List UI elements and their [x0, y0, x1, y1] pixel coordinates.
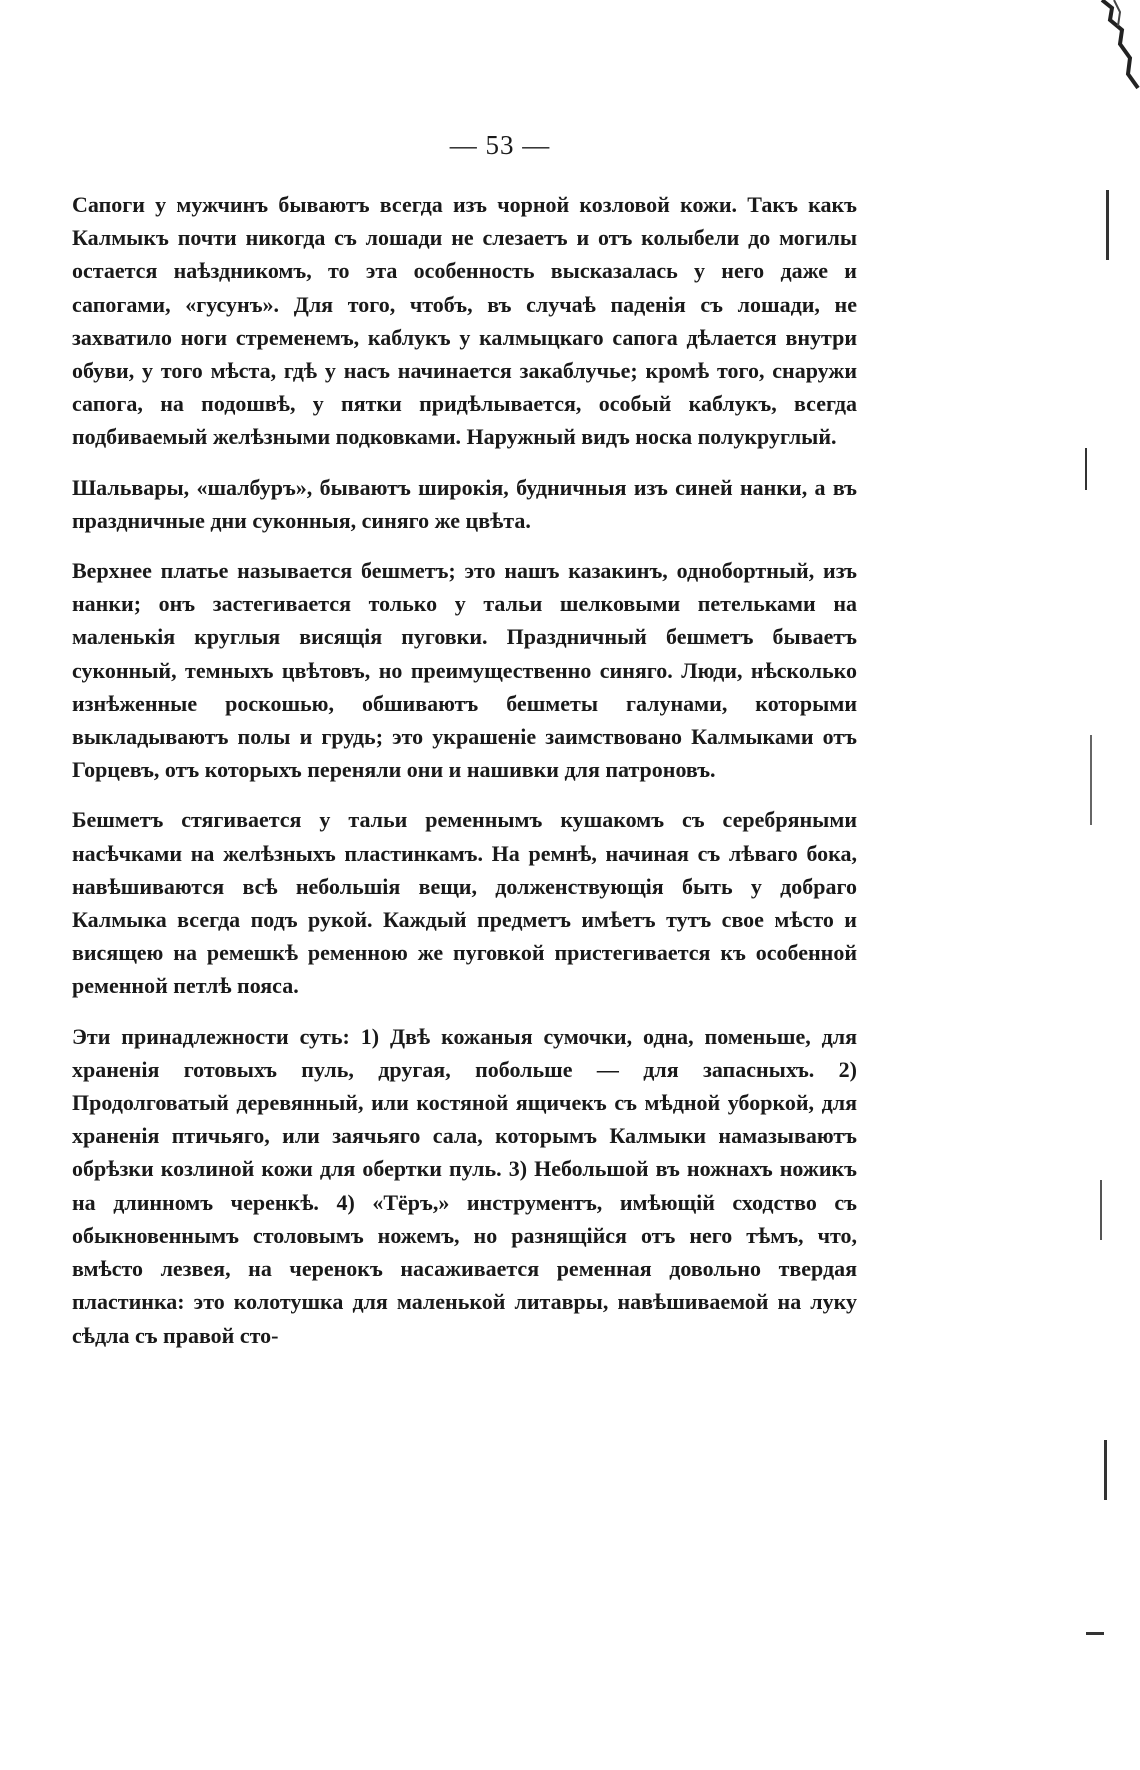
scan-margin-line: [1085, 448, 1087, 490]
paragraph-belt: Бешметъ стягивается у тальи ременнымъ кушакомъ съ серебряными насѣчками на желѣзныхъ пластинкамъ. На ремнѣ, начиная съ лѣваго бока, навѣшиваются всѣ небольшія вещи, долженствующія быть у добраго Калмыка всегда подъ рукой. Каждый предметъ имѣетъ тутъ свое мѣсто и висящею на ремешкѣ ременною же пуговкой пристегивается къ особенной ременной петлѣ пояса.: [72, 807, 857, 999]
scan-margin-line: [1100, 1180, 1102, 1240]
paragraph-accessories: Эти принадлежности суть: 1) Двѣ кожаныя сумочки, одна, поменьше, для храненія готовыхъ пуль, другая, побольше — для запасныхъ. 2) Продолговатый деревянный, или костяной ящичекъ съ мѣдной уборкой, для храненія птичьяго, или заячьяго сала, которымъ Калмыки намазываютъ обрѣзки козлиной кожи для обертки пуль. 3) Небольшой въ ножнахъ ножикъ на длинномъ черенкѣ. 4) «Тёръ,» инструментъ, имѣющій сходство съ обыкновеннымъ столовымъ ножемъ, но разнящійся отъ него тѣмъ, что, вмѣсто лезвея, на черенокъ насаживается ременная довольно твердая пластинка: это колотушка для маленькой литавры, навѣшиваемой на луку сѣдла съ правой сто-: [72, 1023, 857, 1348]
paragraph-trousers: Шальвары, «шалбуръ», бываютъ широкія, будничныя изъ синей нанки, а въ праздничные дни суконныя, синяго же цвѣта.: [72, 474, 857, 533]
scan-margin-line: [1104, 1440, 1107, 1500]
paragraph-beshmet: Верхнее платье называется бешметъ; это нашъ казакинъ, однобортный, изъ нанки; онъ застегивается только у тальи шелковыми петельками на маленькія круглыя висящія пуговки. Праздничный бешметъ бываетъ суконный, темныхъ цвѣтовъ, но преимущественно синяго. Люди, нѣсколько изнѣженные роскошью, обшиваютъ бешметы галунами, которыми выкладываютъ полы и грудь; это украшеніе заимствовано Калмыками отъ Горцевъ, отъ которыхъ переняли они и нашивки для патроновъ.: [72, 558, 857, 783]
body-text: [72, 188, 857, 1352]
scan-margin-line: [1090, 735, 1092, 825]
scan-edge-artifact: [1100, 0, 1140, 90]
paragraph-boots: Сапоги у мужчинъ бываютъ всегда изъ чорной козловой кожи. Такъ какъ Калмыкъ почти никогда съ лошади не слезаетъ и отъ колыбели до могилы остается наѣздникомъ, то эта особенность высказалась у него даже и сапогами, «гусунъ». Для того, чтобъ, въ случаѣ паденія съ лошади, не захватило ноги стременемъ, каблукъ у калмыцкаго сапога дѣлается внутри обуви, у того мѣста, гдѣ у насъ начинается закаблучье; кромѣ того, снаружи сапога, на подошвѣ, у пятки придѣлывается, особый каблукъ, всегда подбиваемый желѣзными подковками. Наружный видъ носка полукруглый.: [72, 192, 857, 450]
scan-margin-line: [1086, 1632, 1104, 1635]
scan-margin-line: [1106, 190, 1109, 260]
page-number: — 53 —: [449, 130, 551, 160]
